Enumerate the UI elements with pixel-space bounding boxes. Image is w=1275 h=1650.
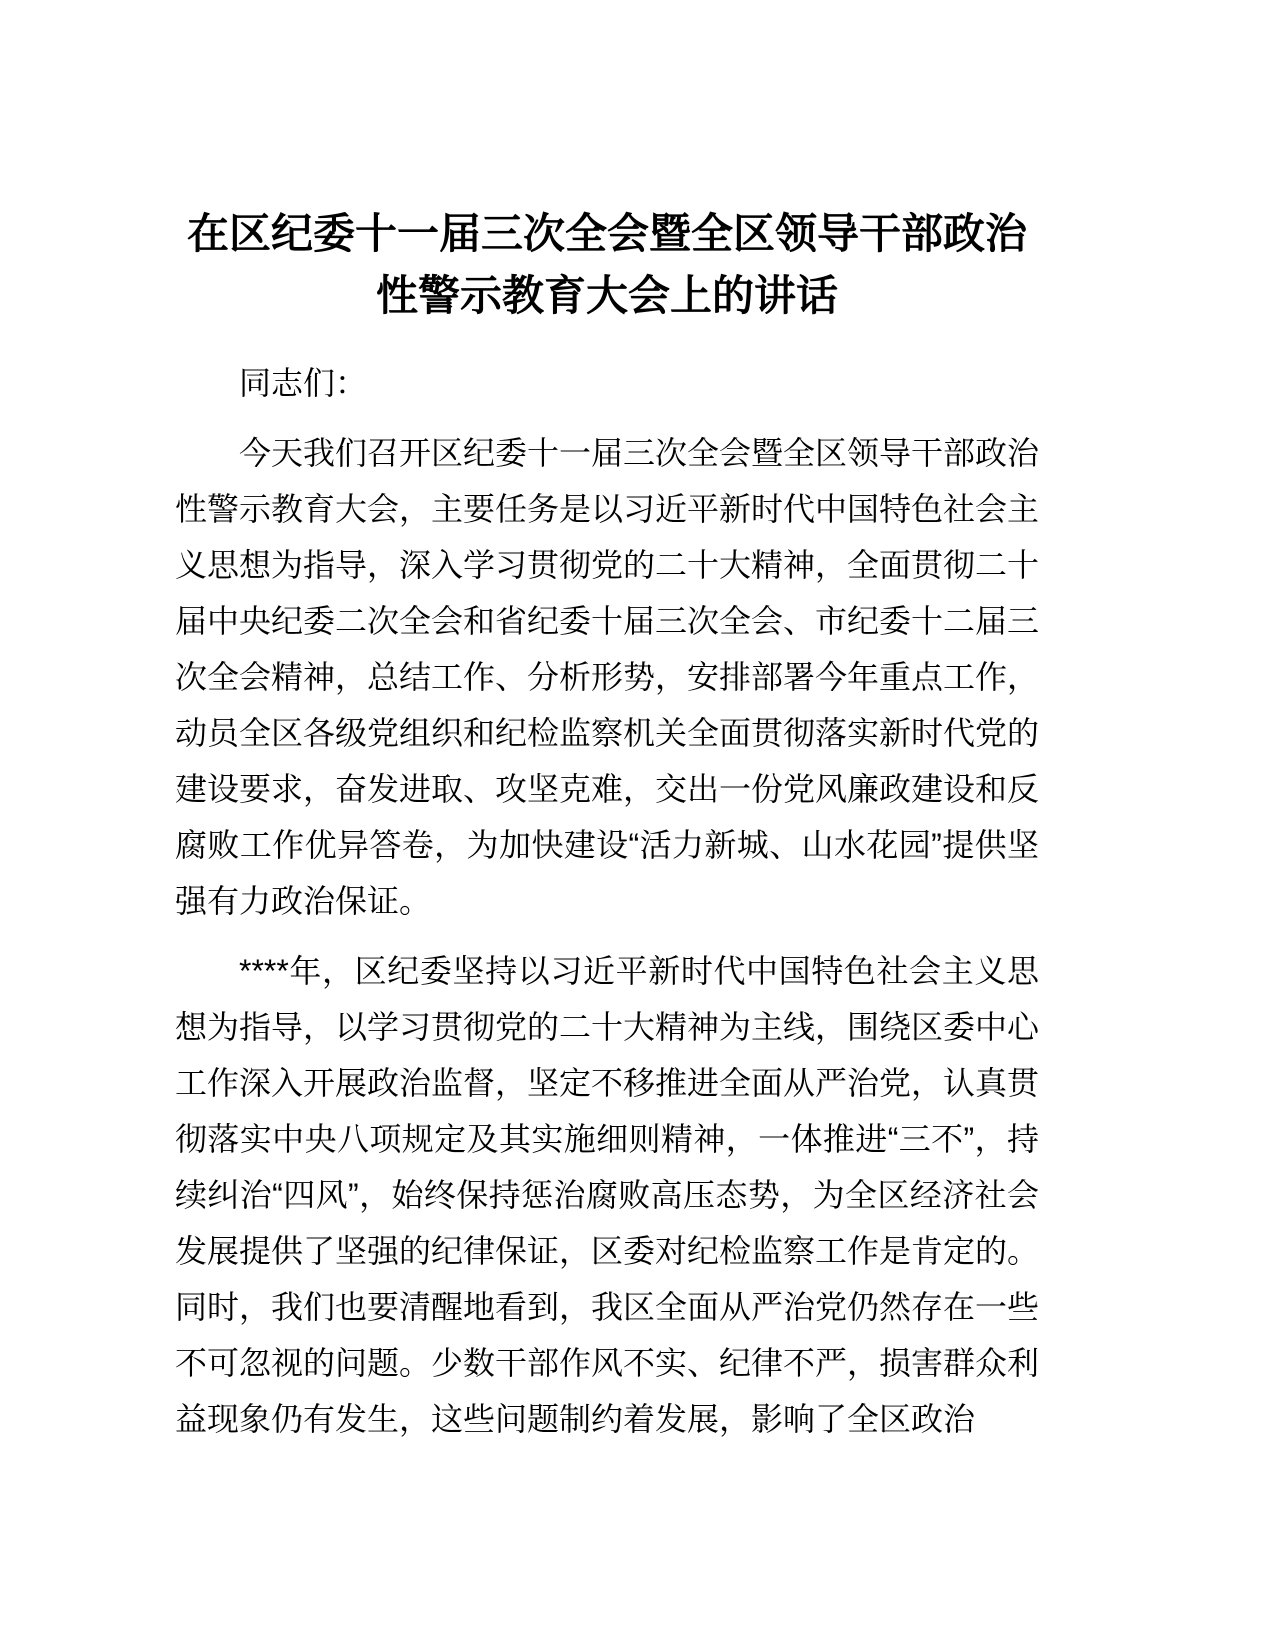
paragraph-salutation: 同志们： xyxy=(239,365,368,401)
document-title: 在区纪委十一届三次全会暨全区领导干部政治性警示教育大会上的讲话 xyxy=(186,210,1027,319)
paragraph: ****年，区纪委坚持以习近平新时代中国特色社会主义思想为指导，以学习贯彻党的二十大精神为主线，围绕区委中心工作深入开展政治监督，坚定不移推进全面从严治党，认真贯彻落实中央八项规定及其实施细则精神，一体推进“三不”，持续纠治“四风”，始终保持惩治腐败高压态势，为全区经济社会发展提供了坚强的纪律保证，区委对纪检监察工作是肯定的。同时，我们也要清醒地看到，我区全面从严治党仍然存在一些不可忽视的问题。少数干部作风不实、纪律不严，损害群众利益现象仍有发生，这些问题制约着发展，影响了全区政治 xyxy=(175,953,1040,1437)
paragraph: 今天我们召开区纪委十一届三次全会暨全区领导干部政治性警示教育大会，主要任务是以习近平新时代中国特色社会主义思想为指导，深入学习贯彻党的二十大精神，全面贯彻二十届中央纪委二次全会和省纪委十届三次全会、市纪委十二届三次全会精神，总结工作、分析形势，安排部署今年重点工作，动员全区各级党组织和纪检监察机关全面贯彻落实新时代党的建设要求，奋发进取、攻坚克难，交出一份党风廉政建设和反腐败工作优异答卷，为加快建设“活力新城、山水花园”提供坚强有力政治保证。 xyxy=(175,435,1040,919)
